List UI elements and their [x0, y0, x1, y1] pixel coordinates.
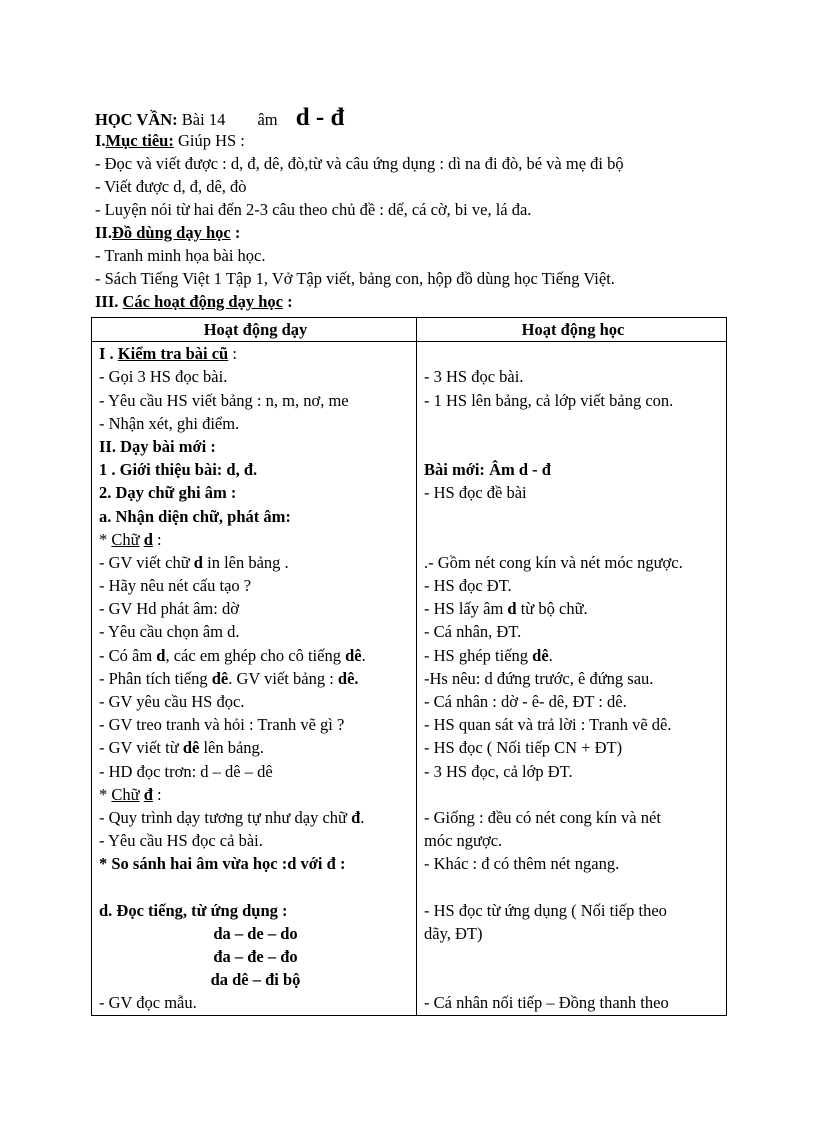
objective-item: - Viết được d, đ, dê, đò — [95, 177, 247, 196]
word-line: da – de – do — [213, 923, 298, 943]
lesson-letters: d - đ — [295, 104, 345, 131]
intro-heading: 1 . Giới thiệu bài: d, đ. — [99, 460, 258, 480]
activities-heading: III. Các hoạt động dạy học : — [95, 292, 293, 311]
list-item: - HS đọc từ ứng dụng ( Nối tiếp theo — [424, 900, 667, 920]
materials-title: Đồ dùng dạy học — [111, 223, 231, 242]
list-item: dãy, ĐT) — [424, 923, 483, 943]
list-item: - Gọi 3 HS đọc bài. — [99, 367, 228, 387]
col-learn-header: Hoạt động học — [417, 318, 727, 342]
list-item: - Yêu cầu HS viết bảng : n, m, nơ, me — [99, 390, 349, 410]
table-header-row — [92, 318, 727, 342]
word-line: đa – đe – đo — [213, 947, 298, 967]
list-item: - GV đọc mẫu. — [99, 993, 197, 1013]
list-item: - HS đọc ĐT. — [424, 576, 512, 596]
list-item: - 3 HS đọc, cả lớp ĐT. — [424, 761, 573, 781]
list-item: - Yêu cầu HS đọc cả bài. — [99, 831, 263, 851]
list-item: - Cá nhân : dờ - ê- dê, ĐT : dê. — [424, 692, 627, 712]
table-row — [92, 342, 727, 1015]
list-item: - HS đọc đề bài — [424, 483, 527, 503]
new-lesson-heading: II. Dạy bài mới : — [99, 436, 216, 456]
word-line: da dê – đi bộ — [210, 970, 301, 990]
list-item: -Hs nêu: d đứng trước, ê đứng sau. — [424, 668, 654, 688]
list-item: - HS đọc ( Nối tiếp CN + ĐT) — [424, 738, 623, 758]
list-item: - HS quan sát và trả lời : Tranh vẽ dê. — [424, 715, 672, 735]
list-item: - Giống : đều có nét cong kín và nét — [424, 807, 661, 827]
list-item: - Khác : đ có thêm nét ngang. — [424, 854, 620, 874]
recognize-heading: a. Nhận diện chữ, phát âm: — [99, 506, 291, 526]
objective-item: - Luyện nói từ hai đến 2-3 câu theo chủ đề : dế, cá cờ, bi ve, lá đa. — [95, 200, 532, 219]
list-item: - HD đọc trơn: d – dê – dê — [99, 761, 273, 781]
list-item: móc ngược. — [424, 831, 503, 851]
subject-label: HỌC VẦN: — [95, 110, 178, 129]
list-item: - GV treo tranh và hỏi : Tranh vẽ gì ? — [99, 715, 345, 735]
activities-title: Các hoạt động dạy học — [122, 292, 283, 311]
list-item: .- Gồm nét cong kín và nét móc ngược. — [424, 552, 683, 572]
objective-item: - Đọc và viết được : d, đ, dê, đò,từ và câu ứng dụng : dì na đi đò, bé và mẹ đi bộ — [95, 154, 624, 173]
objectives-heading: I.Mục tiêu: Giúp HS : — [95, 131, 245, 150]
objectives-intro: Giúp HS : — [177, 131, 245, 150]
teacher-activities: I . Kiểm tra bài cũ : - Gọi 3 HS đọc bài. - Yêu cầu HS viết bảng : n, m, nơ, me - Nhận xét, ghi điểm. II. Dạy bài mới : 1 . Giới thiệu bài: d, đ. 2. Dạy chữ ghi âm : a. Nhận diện chữ, phát âm: * Chữ d : - GV viết chữ d in lên bảng . - Hãy nêu nét cấu tạo ? - GV Hd phát âm: dờ - Yêu cầu chọn âm d. - Có âm d, các em ghép cho cô tiếng dê. - Phân tích tiếng dê. GV viết bảng : dê. - GV yêu cầu HS đọc. - GV treo tranh và hỏi : Tranh vẽ gì ? - GV viết từ dê lên bảng. - HD đọc trơn: d – dê – dê * Chữ đ : - Quy trình dạy tương tự như dạy chữ đ. - Yêu cầu HS đọc cả bài. * So sánh hai âm vừa học :d với đ : d. Đọc tiếng, từ ứng dụng : da – de – do đa – đe – đo da dê – đi bộ - GV đọc mẫu. — [92, 342, 417, 1015]
list-item: - Cá nhân nối tiếp – Đồng thanh theo — [424, 993, 669, 1013]
reading-heading: d. Đọc tiếng, từ ứng dụng : — [99, 900, 288, 920]
list-item: - GV yêu cầu HS đọc. — [99, 692, 245, 712]
list-item: - GV Hd phát âm: dờ — [99, 599, 239, 619]
material-item: - Sách Tiếng Việt 1 Tập 1, Vở Tập viết, bảng con, hộp đồ dùng học Tiếng Việt. — [95, 269, 615, 288]
lesson-header — [95, 106, 735, 129]
activities-table — [91, 317, 727, 1016]
list-item: - Cá nhân, ĐT. — [424, 622, 522, 642]
student-activities: - 3 HS đọc bài. - 1 HS lên bảng, cả lớp viết bảng con. Bài mới: Âm d - đ - HS đọc đề bài .- Gồm nét cong kín và nét móc ngược. - HS đọc ĐT. - HS lấy âm d từ bộ chữ. - Cá nhân, ĐT. - HS ghép tiếng dê. -Hs nêu: d đứng trước, ê đứng sau. - Cá nhân : dờ - ê- dê, ĐT : dê. - HS quan sát và trả lời : Tranh vẽ dê. - HS đọc ( Nối tiếp CN + ĐT) - 3 HS đọc, cả lớp ĐT. - Giống : đều có nét cong kín và nét móc ngược. - Khác : đ có thêm nét ngang. - HS đọc từ ứng dụng ( Nối tiếp theo dãy, ĐT) - Cá nhân nối tiếp – Đồng thanh theo — [417, 342, 727, 1015]
col-teach-header: Hoạt động dạy — [92, 318, 417, 342]
review-title: Kiểm tra bài cũ — [117, 344, 229, 364]
teach-letters-heading: 2. Dạy chữ ghi âm : — [99, 483, 237, 503]
materials-heading: II.Đồ dùng dạy học : — [95, 223, 241, 242]
lesson-number: Bài 14 — [181, 110, 226, 129]
list-item: - Nhận xét, ghi điểm. — [99, 413, 240, 433]
sound-word: âm — [257, 110, 278, 129]
objectives-title: Mục tiêu: — [105, 131, 174, 150]
lesson-page — [95, 106, 735, 313]
list-item: - 1 HS lên bảng, cả lớp viết bảng con. — [424, 390, 674, 410]
list-item: - Yêu cầu chọn âm d. — [99, 622, 240, 642]
list-item: - 3 HS đọc bài. — [424, 367, 524, 387]
list-item: - Hãy nêu nét cấu tạo ? — [99, 576, 252, 596]
material-item: - Tranh minh họa bài học. — [95, 246, 266, 265]
